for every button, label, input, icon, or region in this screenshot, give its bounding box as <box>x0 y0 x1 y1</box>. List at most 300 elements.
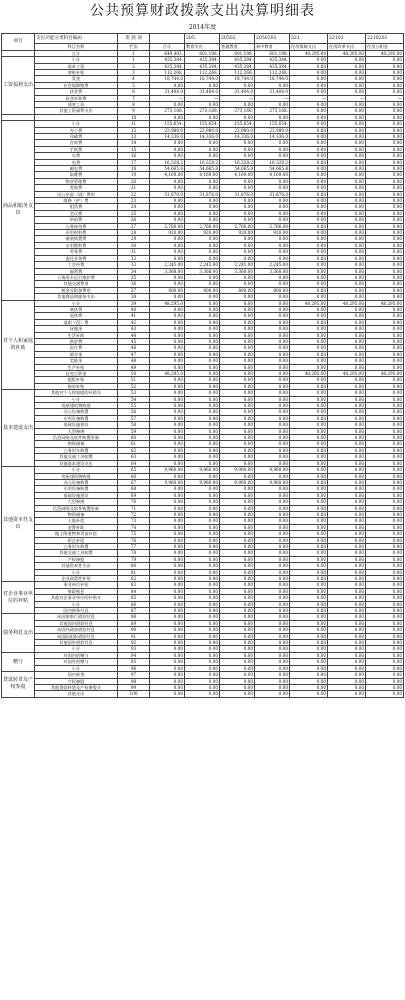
value-cell: 0.00 <box>328 614 366 620</box>
subject-name-cell: 专用设备购置 <box>35 486 118 492</box>
row-number-cell: 93 <box>118 646 150 652</box>
value-cell: 0.00 <box>366 627 404 633</box>
value-cell: 0.00 <box>328 108 366 114</box>
value-cell: 0.00 <box>366 403 404 409</box>
value-cell: 0.00 <box>366 306 404 312</box>
value-cell: 0.00 <box>366 588 404 594</box>
value-cell: 0.00 <box>290 441 328 447</box>
value-cell: 0.00 <box>185 582 220 588</box>
report-year: 2014年度 <box>188 24 217 31</box>
header-item-cell: 项目 <box>2 34 35 51</box>
value-cell: 31,404.0 <box>185 89 220 95</box>
value-cell: 0.00 <box>220 371 255 377</box>
value-cell: 14,336.0 <box>255 133 290 139</box>
value-cell: 0.00 <box>290 518 328 524</box>
value-cell: 9,960.00 <box>255 479 290 485</box>
value-cell: 601,198. <box>185 50 220 56</box>
value-cell: 0.00 <box>185 614 220 620</box>
value-cell: 0.00 <box>150 140 185 146</box>
value-cell: 0.00 <box>328 691 366 697</box>
value-cell: 2,766.00 <box>220 223 255 229</box>
subject-name-cell: 物业管理费 <box>35 178 118 184</box>
value-cell: 0.00 <box>255 531 290 537</box>
value-cell: 0.00 <box>366 396 404 402</box>
value-cell: 0.00 <box>366 185 404 191</box>
value-cell: 0.00 <box>290 255 328 261</box>
value-cell: 0.00 <box>366 351 404 357</box>
value-cell: 0.00 <box>255 576 290 582</box>
value-cell: 0.00 <box>328 236 366 242</box>
value-cell: 0.00 <box>150 332 185 338</box>
row-number-cell: 2 <box>118 63 150 69</box>
value-cell: 0.00 <box>220 524 255 530</box>
value-cell: 0.00 <box>255 332 290 338</box>
header-code-cell: 22102 <box>328 34 366 44</box>
header-class-label: 类 款 项 <box>118 34 150 44</box>
value-cell: 0.00 <box>366 550 404 556</box>
value-cell: 0.00 <box>220 665 255 671</box>
header-code-cell: 20502 <box>220 34 255 44</box>
value-cell: 0.00 <box>220 678 255 684</box>
value-cell: 0.00 <box>150 441 185 447</box>
value-cell: 0.00 <box>220 198 255 204</box>
row-number-cell: 46 <box>118 345 150 351</box>
value-cell: 0.00 <box>366 499 404 505</box>
value-cell: 0.00 <box>220 319 255 325</box>
value-cell: 0.00 <box>290 576 328 582</box>
value-cell: 0.00 <box>366 492 404 498</box>
value-cell: 0.00 <box>255 281 290 287</box>
row-number-cell: 71 <box>118 505 150 511</box>
value-cell: 0.00 <box>290 537 328 543</box>
value-cell: 0.00 <box>220 409 255 415</box>
value-cell: 0.00 <box>150 313 185 319</box>
row-number-cell: 52 <box>118 383 150 389</box>
value-cell: 9,960.00 <box>150 467 185 473</box>
header-colname-cell: 住房公积金 <box>366 44 404 50</box>
value-cell: 0.00 <box>290 403 328 409</box>
value-cell: 0.00 <box>150 396 185 402</box>
value-cell: 0.00 <box>185 178 220 184</box>
subject-name-cell: 向国家银行借款付息 <box>35 614 118 620</box>
value-cell: 0.00 <box>366 646 404 652</box>
subject-name-cell: 培训费 <box>35 217 118 223</box>
value-cell: 0.00 <box>220 601 255 607</box>
row-number-cell: 78 <box>118 550 150 556</box>
value-cell: 0.00 <box>366 236 404 242</box>
value-cell: 0.00 <box>366 505 404 511</box>
value-cell: 0.00 <box>255 633 290 639</box>
value-cell: 0.00 <box>150 326 185 332</box>
row-number-cell: 91 <box>118 633 150 639</box>
value-cell: 0.00 <box>328 524 366 530</box>
row-number-cell: 53 <box>118 390 150 396</box>
subject-name-cell: 信息网络及软件购置更新 <box>35 435 118 441</box>
value-cell: 0.00 <box>150 255 185 261</box>
value-cell: 0.00 <box>328 159 366 165</box>
value-cell: 0.00 <box>366 159 404 165</box>
value-cell: 0.00 <box>150 435 185 441</box>
value-cell: 18,744.0 <box>185 76 220 82</box>
value-cell: 0.00 <box>328 204 366 210</box>
value-cell: 0.00 <box>185 217 220 223</box>
value-cell: 0.00 <box>290 133 328 139</box>
value-cell: 0.00 <box>366 601 404 607</box>
value-cell: 0.00 <box>255 351 290 357</box>
value-cell: 0.00 <box>255 511 290 517</box>
value-cell: 0.00 <box>150 460 185 466</box>
row-number-cell: 11 <box>118 121 150 127</box>
value-cell: 54,665.8 <box>150 166 185 172</box>
value-cell: 0.00 <box>328 351 366 357</box>
value-cell: 48,295.0 <box>150 371 185 377</box>
subject-name-cell: 差旅费 <box>35 185 118 191</box>
value-cell: 0.00 <box>328 332 366 338</box>
value-cell: 0.00 <box>150 601 185 607</box>
value-cell: 0.00 <box>150 486 185 492</box>
subject-name-cell: 因公出国（境）费用 <box>35 191 118 197</box>
value-cell: 0.00 <box>366 166 404 172</box>
value-cell: 800.00 <box>220 287 255 293</box>
value-cell: 0.00 <box>366 537 404 543</box>
value-cell: 0.00 <box>255 255 290 261</box>
value-cell: 23,980.0 <box>255 127 290 133</box>
value-cell: 0.00 <box>366 89 404 95</box>
value-cell: 0.00 <box>220 620 255 626</box>
subject-name-cell: 小计 <box>35 665 118 671</box>
value-cell: 0.00 <box>185 595 220 601</box>
row-number-cell: 62 <box>118 447 150 453</box>
value-cell: — <box>150 95 185 101</box>
value-cell: 0.00 <box>255 422 290 428</box>
value-cell: 0.00 <box>290 223 328 229</box>
value-cell: 0.00 <box>290 691 328 697</box>
subject-name-cell: 抚恤金 <box>35 326 118 332</box>
group-label-cell: 债务利息支出 <box>2 614 35 652</box>
value-cell: 0.00 <box>255 217 290 223</box>
value-cell: 0.00 <box>185 383 220 389</box>
value-cell: 0.00 <box>185 319 220 325</box>
value-cell: 0.00 <box>366 345 404 351</box>
value-cell: 0.00 <box>220 646 255 652</box>
value-cell: 0.00 <box>328 678 366 684</box>
row-number-cell: 70 <box>118 499 150 505</box>
value-cell: 0.00 <box>220 300 255 306</box>
row-number-cell: 65 <box>118 467 150 473</box>
value-cell: 0.00 <box>185 249 220 255</box>
value-cell: 0.00 <box>255 236 290 242</box>
row-number-cell: 96 <box>118 665 150 671</box>
value-cell: 0.00 <box>220 672 255 678</box>
subject-name-cell: 津贴补贴 <box>35 69 118 75</box>
value-cell: 0.00 <box>290 524 328 530</box>
value-cell: 0.00 <box>185 204 220 210</box>
value-cell: 9,960.00 <box>150 479 185 485</box>
value-cell: 0.00 <box>185 415 220 421</box>
value-cell: 4,169.00 <box>185 172 220 178</box>
value-cell: 31,876.0 <box>150 191 185 197</box>
row-number-cell: 21 <box>118 185 150 191</box>
subject-name-cell: 其他交通工具购置 <box>35 550 118 556</box>
value-cell: 0.00 <box>255 326 290 332</box>
subject-name-cell: 其他对企事业单位的补贴支 <box>35 595 118 601</box>
value-cell: 0.00 <box>328 210 366 216</box>
row-number-cell: 72 <box>118 511 150 517</box>
value-cell: 0.00 <box>328 242 366 248</box>
value-cell: 0.00 <box>290 108 328 114</box>
value-cell: 0.00 <box>150 595 185 601</box>
value-cell: — <box>220 95 255 101</box>
value-cell: 0.00 <box>328 409 366 415</box>
value-cell: 0.00 <box>328 531 366 537</box>
value-cell: 0.00 <box>366 332 404 338</box>
value-cell: 0.00 <box>366 146 404 152</box>
value-cell: 0.00 <box>290 274 328 280</box>
value-cell: 0.00 <box>185 338 220 344</box>
value-cell: 4,169.00 <box>150 172 185 178</box>
subject-name-cell: 被装购置费 <box>35 236 118 242</box>
value-cell: 0.00 <box>150 178 185 184</box>
value-cell: 0.00 <box>220 608 255 614</box>
value-cell: 0.00 <box>290 396 328 402</box>
value-cell: 0.00 <box>366 479 404 485</box>
value-cell: 0.00 <box>220 588 255 594</box>
value-cell: 0.00 <box>220 652 255 658</box>
value-cell: 0.00 <box>255 435 290 441</box>
subject-name-cell: 其他支出 <box>35 691 118 697</box>
value-cell: 0.00 <box>290 268 328 274</box>
value-cell: 0.00 <box>255 659 290 665</box>
value-cell: 0.00 <box>185 313 220 319</box>
row-number-cell: 36 <box>118 281 150 287</box>
value-cell: 0.00 <box>255 409 290 415</box>
value-cell: 0.00 <box>220 422 255 428</box>
value-cell: 0.00 <box>290 467 328 473</box>
value-cell: 0.00 <box>328 313 366 319</box>
row-number-cell: 84 <box>118 588 150 594</box>
value-cell: 920.00 <box>150 230 185 236</box>
value-cell: 0.00 <box>185 153 220 159</box>
value-cell: 0.00 <box>366 582 404 588</box>
value-cell: 0.00 <box>290 101 328 107</box>
value-cell: 0.00 <box>366 659 404 665</box>
value-cell: 0.00 <box>150 576 185 582</box>
value-cell: 2,245.00 <box>185 262 220 268</box>
subject-name-cell: 大型修缮 <box>35 499 118 505</box>
value-cell: 0.00 <box>150 114 185 120</box>
value-cell: 0.00 <box>255 428 290 434</box>
value-cell: 0.00 <box>366 313 404 319</box>
value-cell: 0.00 <box>150 633 185 639</box>
subject-name-cell: 土地补偿 <box>35 518 118 524</box>
subject-name-cell: 小计 <box>35 121 118 127</box>
value-cell: 0.00 <box>328 620 366 626</box>
row-number-cell: 100 <box>118 691 150 697</box>
value-cell: 0.00 <box>150 582 185 588</box>
value-cell: 0.00 <box>185 146 220 152</box>
row-number-cell: 49 <box>118 364 150 370</box>
value-cell: 0.00 <box>290 63 328 69</box>
subject-name-cell: 绩效工资 <box>35 101 118 107</box>
value-cell: 9,960.00 <box>255 467 290 473</box>
value-cell: 0.00 <box>366 281 404 287</box>
value-cell: 0.00 <box>220 153 255 159</box>
value-cell: 0.00 <box>220 576 255 582</box>
row-number-cell: 17 <box>118 159 150 165</box>
subject-name-cell: 生产补贴 <box>35 364 118 370</box>
value-cell: 0.00 <box>290 69 328 75</box>
value-cell: 0.00 <box>366 652 404 658</box>
value-cell: 0.00 <box>290 595 328 601</box>
value-cell: 0.00 <box>185 576 220 582</box>
value-cell: 0.00 <box>150 691 185 697</box>
value-cell: 0.00 <box>366 153 404 159</box>
value-cell: 0.00 <box>366 383 404 389</box>
value-cell: 0.00 <box>328 595 366 601</box>
header-total-cell: 合计 <box>150 44 185 50</box>
value-cell: 0.00 <box>328 582 366 588</box>
value-cell: 435,384. <box>255 57 290 63</box>
value-cell: 0.00 <box>255 146 290 152</box>
row-number-cell: 60 <box>118 435 150 441</box>
subject-name-cell: 小计 <box>35 601 118 607</box>
value-cell: 0.00 <box>328 63 366 69</box>
subject-name-cell: 救济费 <box>35 338 118 344</box>
subject-name-cell: 其他国内借款付息 <box>35 620 118 626</box>
header-rowno-cell: 栏次 <box>118 44 150 50</box>
value-cell: 0.00 <box>290 351 328 357</box>
subject-name-cell: 向国外政府借款付息 <box>35 627 118 633</box>
value-cell: 0.00 <box>328 166 366 172</box>
value-cell: 0.00 <box>328 191 366 197</box>
row-number-cell: 4 <box>118 76 150 82</box>
subject-name-cell: 基本工资 <box>35 63 118 69</box>
value-cell: 0.00 <box>255 153 290 159</box>
subject-name-cell: 大型修缮 <box>35 428 118 434</box>
value-cell: 0.00 <box>185 678 220 684</box>
subject-name-cell: 伙食补助费 <box>35 95 118 101</box>
value-cell: 2,245.00 <box>220 262 255 268</box>
row-number-cell: 44 <box>118 332 150 338</box>
value-cell: 0.00 <box>255 454 290 460</box>
value-cell: 0.00 <box>185 422 220 428</box>
row-number-cell: 68 <box>118 486 150 492</box>
row-number-cell: 67 <box>118 479 150 485</box>
value-cell: 0.00 <box>328 127 366 133</box>
value-cell: 0.00 <box>290 249 328 255</box>
value-cell: 601,198. <box>220 50 255 56</box>
value-cell: 0.00 <box>255 563 290 569</box>
value-cell: 3,368.00 <box>150 268 185 274</box>
row-number-cell: 25 <box>118 210 150 216</box>
value-cell: 0.00 <box>150 338 185 344</box>
subject-name-cell: 其他交通工具购置 <box>35 454 118 460</box>
value-cell: 0.00 <box>150 198 185 204</box>
value-cell: 0.00 <box>255 652 290 658</box>
value-cell: 0.00 <box>328 556 366 562</box>
value-cell: 0.00 <box>366 620 404 626</box>
value-cell: 0.00 <box>185 627 220 633</box>
value-cell: 0.00 <box>150 101 185 107</box>
value-cell: 0.00 <box>328 294 366 300</box>
value-cell: 0.00 <box>185 620 220 626</box>
value-cell: 0.00 <box>150 684 185 690</box>
row-number-cell: 43 <box>118 326 150 332</box>
value-cell: 0.00 <box>255 371 290 377</box>
value-cell: 0.00 <box>290 608 328 614</box>
row-number-cell: 3 <box>118 69 150 75</box>
value-cell: 0.00 <box>290 383 328 389</box>
value-cell: 0.00 <box>220 249 255 255</box>
value-cell: 0.00 <box>150 428 185 434</box>
value-cell: 16,328.2 <box>255 159 290 165</box>
value-cell: 3,368.00 <box>255 268 290 274</box>
value-cell: 0.00 <box>255 313 290 319</box>
value-cell: 155,654. <box>255 121 290 127</box>
subject-name-cell: 地上附着物和青苗补偿 <box>35 531 118 537</box>
value-cell: 31,876.0 <box>255 191 290 197</box>
subject-name-cell: 其他贷款转贷及产权参股支 <box>35 684 118 690</box>
value-cell: 0.00 <box>220 640 255 646</box>
subject-name-cell: 劳务费 <box>35 249 118 255</box>
value-cell: 18,744.0 <box>220 76 255 82</box>
value-cell: 0.00 <box>366 691 404 697</box>
value-cell: 0.00 <box>220 396 255 402</box>
value-cell: 0.00 <box>255 204 290 210</box>
value-cell: 0.00 <box>185 255 220 261</box>
value-cell: 0.00 <box>290 614 328 620</box>
value-cell: 0.00 <box>328 684 366 690</box>
value-cell: 0.00 <box>255 595 290 601</box>
subject-name-cell: 专用设备购置 <box>35 415 118 421</box>
value-cell: 0.00 <box>290 121 328 127</box>
header-row-codes <box>2 34 404 44</box>
value-cell: 0.00 <box>255 582 290 588</box>
value-cell: 0.00 <box>220 82 255 88</box>
value-cell: 0.00 <box>290 672 328 678</box>
value-cell: 0.00 <box>220 377 255 383</box>
value-cell: 0.00 <box>366 114 404 120</box>
value-cell: 0.00 <box>185 518 220 524</box>
row-number-cell: 45 <box>118 338 150 344</box>
value-cell: 0.00 <box>366 249 404 255</box>
value-cell: 0.00 <box>328 146 366 152</box>
value-cell: 0.00 <box>185 377 220 383</box>
value-cell: 14,336.0 <box>185 133 220 139</box>
subject-name-cell: 退职（役）费 <box>35 319 118 325</box>
value-cell: 0.00 <box>328 121 366 127</box>
value-cell: 23,980.0 <box>185 127 220 133</box>
value-cell: 0.00 <box>290 140 328 146</box>
value-cell: 0.00 <box>150 383 185 389</box>
row-number-cell: 98 <box>118 678 150 684</box>
value-cell: 0.00 <box>290 159 328 165</box>
value-cell: — <box>328 95 366 101</box>
value-cell: 0.00 <box>185 345 220 351</box>
row-number-cell: 77 <box>118 543 150 549</box>
row-number-cell: 85 <box>118 595 150 601</box>
value-cell: 0.00 <box>366 274 404 280</box>
value-cell: 0.00 <box>220 441 255 447</box>
value-cell: 0.00 <box>290 345 328 351</box>
value-cell: 0.00 <box>220 217 255 223</box>
value-cell: 0.00 <box>290 627 328 633</box>
value-cell: 0.00 <box>290 114 328 120</box>
value-cell: 0.00 <box>185 646 220 652</box>
value-cell: 0.00 <box>366 57 404 63</box>
value-cell: 0.00 <box>220 556 255 562</box>
value-cell: 0.00 <box>150 294 185 300</box>
